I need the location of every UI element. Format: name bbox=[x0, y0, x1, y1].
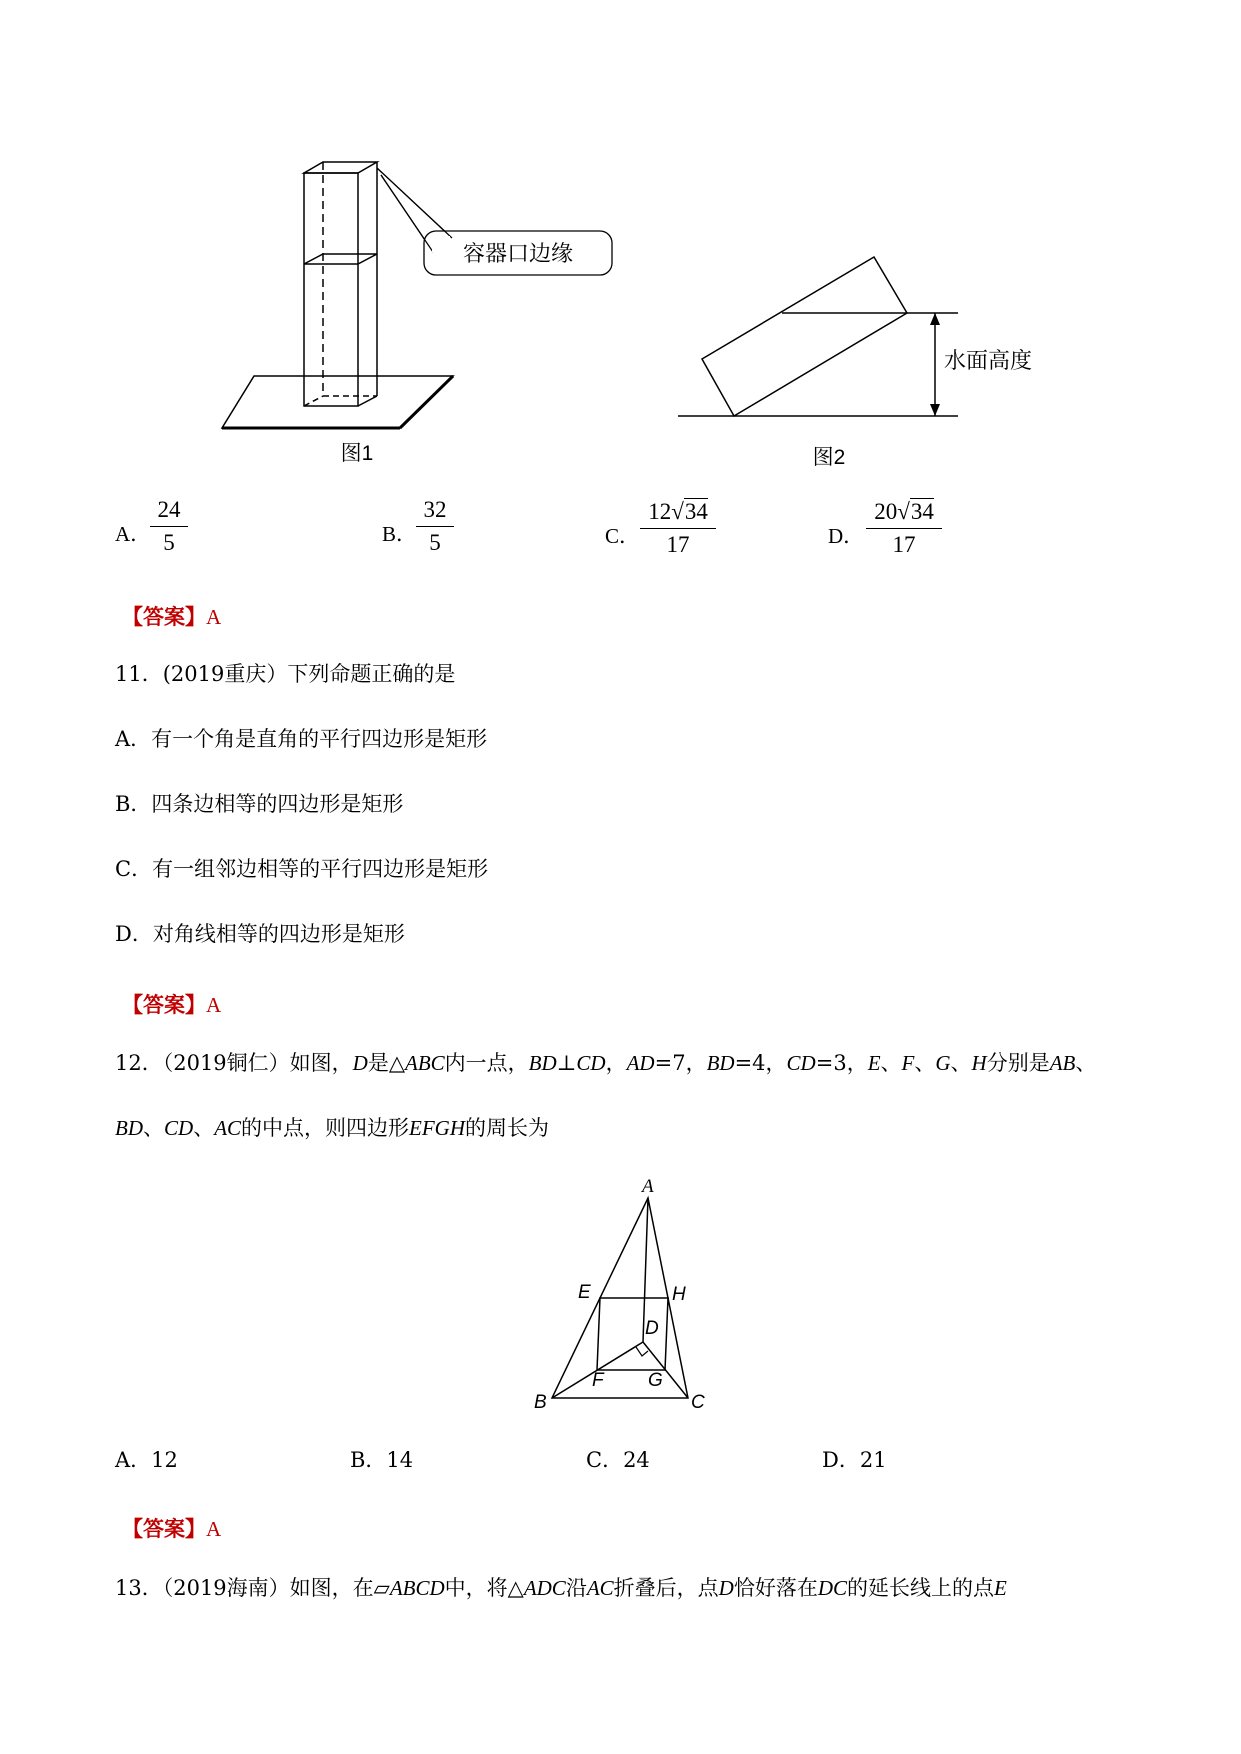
q11-answer: 【答案】A bbox=[122, 992, 222, 1017]
q10-option-a-fraction: 24 5 bbox=[150, 497, 188, 556]
q11-option-d: D．对角线相等的四边形是矩形 bbox=[115, 922, 405, 946]
tilted-container bbox=[702, 257, 907, 416]
q13-stem: 13．（2019海南）如图，在▱ABCD中，将△ADC沿AC折叠后，点D恰好落在DC的延长线上的点E bbox=[115, 1576, 1007, 1600]
q10-option-d-fraction: 20√34 17 bbox=[866, 499, 942, 558]
q12-option-c: C．24 bbox=[586, 1448, 650, 1472]
q10-option-b-label: B． bbox=[382, 522, 418, 546]
q11-option-c: C．有一组邻边相等的平行四边形是矩形 bbox=[115, 857, 489, 881]
height-label: 水面高度 bbox=[944, 348, 1033, 373]
q10-option-a-label: A． bbox=[115, 522, 152, 546]
water-surface bbox=[304, 254, 377, 264]
q10-option-d-label: D． bbox=[828, 524, 865, 548]
base-plate bbox=[222, 376, 453, 428]
q10-answer: 【答案】A bbox=[122, 604, 222, 629]
q12-answer: 【答案】A bbox=[122, 1516, 222, 1541]
q12-figure bbox=[520, 1170, 720, 1420]
label-g: G bbox=[648, 1370, 663, 1391]
q12-option-d: D．21 bbox=[822, 1448, 887, 1472]
label-f: F bbox=[592, 1370, 604, 1391]
q11-stem: 11．(2019重庆）下列命题正确的是 bbox=[115, 662, 456, 686]
label-d: D bbox=[645, 1318, 659, 1339]
container-front bbox=[304, 173, 358, 406]
q12-stem-line-1: 12．（2019铜仁）如图，D是△ABC内一点，BD⊥CD，AD=7，BD=4，CD=3，E、F、G、H分别是AB、 bbox=[115, 1051, 1097, 1075]
label-b: B bbox=[534, 1392, 547, 1413]
label-c: C bbox=[691, 1392, 705, 1413]
label-h: H bbox=[672, 1284, 686, 1305]
label-e: E bbox=[578, 1282, 591, 1303]
figure-1 bbox=[0, 0, 1241, 470]
q10-option-c-fraction: 12√34 17 bbox=[640, 499, 716, 558]
q11-option-a: A．有一个角是直角的平行四边形是矩形 bbox=[115, 727, 488, 751]
q10-option-b-fraction: 32 5 bbox=[416, 497, 454, 556]
q11-option-b: B．四条边相等的四边形是矩形 bbox=[115, 792, 404, 816]
q12-option-a: A．12 bbox=[115, 1448, 178, 1472]
figure-2-caption: 图2 bbox=[812, 446, 846, 469]
q10-option-c-label: C． bbox=[605, 524, 641, 548]
label-a: A bbox=[642, 1176, 654, 1197]
q12-stem-line-2: BD、CD、AC的中点，则四边形EFGH的周长为 bbox=[115, 1116, 550, 1140]
callout-text: 容器口边缘 bbox=[462, 241, 574, 266]
q12-option-b: B．14 bbox=[350, 1448, 414, 1472]
figure-1-caption: 图1 bbox=[340, 442, 374, 465]
